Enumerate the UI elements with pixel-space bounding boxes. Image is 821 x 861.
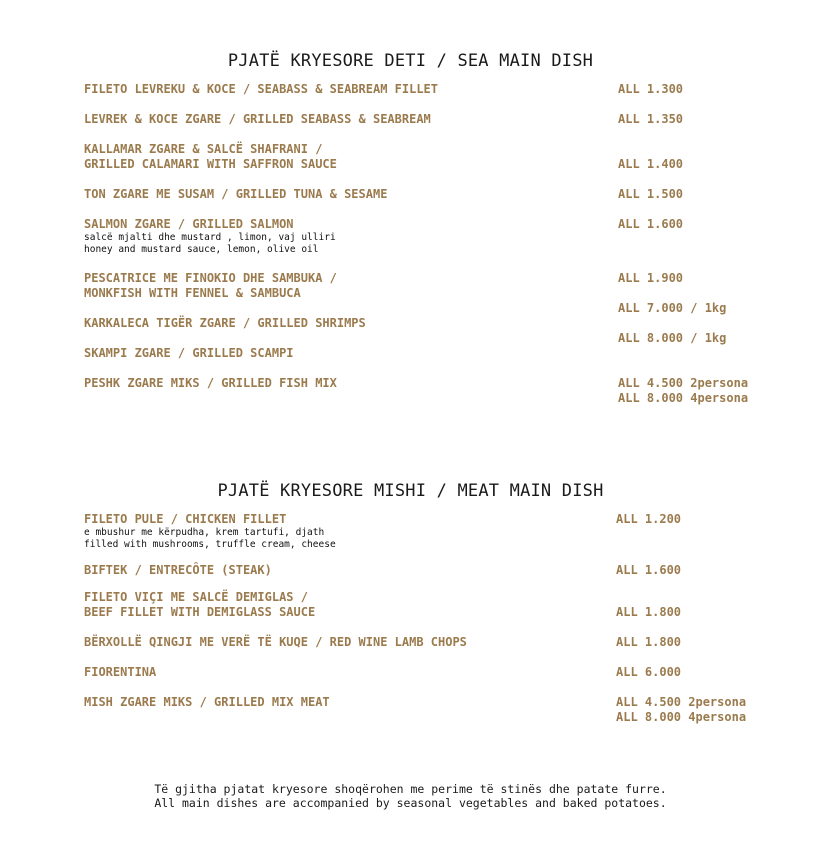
item-name: FILETO VIÇI ME SALCË DEMIGLAS / [84,590,308,604]
item-name: BIFTEK / ENTRECÔTE (STEAK) [84,563,272,577]
footer-note [0,782,821,810]
menu-item [84,82,604,97]
item-price: ALL 1.500 [618,187,684,201]
item-price: ALL 1.800 [616,605,682,619]
footer-line-en: All main dishes are accompanied by seasonal vegetables and baked potatoes. [154,796,667,810]
item-price: ALL 1.600 [618,217,684,231]
menu-item [84,142,604,172]
item-price: ALL 1.200 [616,512,682,526]
item-name-line2: GRILLED CALAMARI WITH SAFFRON SAUCE [84,157,337,171]
item-price: ALL 6.000 [616,665,682,679]
item-name: FIORENTINA [84,665,157,679]
item-name: SKAMPI ZGARE / GRILLED SCAMPI [84,346,294,360]
item-description-en: filled with mushrooms, truffle cream, cheese [84,539,336,550]
item-name: LEVREK & KOCE ZGARE / GRILLED SEABASS & SEABREAM [84,112,431,126]
menu-item [84,665,604,680]
menu-item [84,112,604,127]
item-price: ALL 1.600 [616,563,682,577]
menu-item [84,376,604,391]
item-name: FILETO PULE / CHICKEN FILLET [84,512,287,526]
item-price: ALL 1.400 [618,157,684,171]
item-name: KALLAMAR ZGARE & SALCË SHAFRANI / [84,142,323,156]
item-name-line2: MONKFISH WITH FENNEL & SAMBUCA [84,286,301,300]
menu-item [84,346,604,361]
item-description: e mbushur me kërpudha, krem tartufi, djath [84,527,325,538]
item-name: PESHK ZGARE MIKS / GRILLED FISH MIX [84,376,337,390]
item-name: SALMON ZGARE / GRILLED SALMON [84,217,294,231]
menu-item [84,187,604,202]
item-price: ALL 1.900 [618,271,684,285]
menu-item [84,563,604,578]
item-price-alt: ALL 8.000 4persona [616,710,747,724]
item-price: ALL 1.800 [616,635,682,649]
sea-section-title: PJATË KRYESORE DETI / SEA MAIN DISH [227,51,594,71]
menu-item [84,695,604,710]
item-name: FILETO LEVREKU & KOCE / SEABASS & SEABREAM FILLET [84,82,439,96]
item-name: KARKALECA TIGËR ZGARE / GRILLED SHRIMPS [84,316,366,330]
menu-item [84,590,604,620]
item-price: ALL 1.350 [618,112,684,126]
menu-item [84,316,604,331]
item-price: ALL 1.300 [618,82,684,96]
item-price: ALL 7.000 / 1kg [618,301,727,315]
item-description-en: honey and mustard sauce, lemon, olive oil [84,244,319,255]
item-price: ALL 4.500 2persona [618,376,749,390]
item-name: BËRXOLLË QINGJI ME VERË TË KUQE / RED WINE LAMB CHOPS [84,635,467,649]
menu-item [84,271,604,301]
menu-item [84,512,604,551]
item-description: salcë mjalti dhe mustard , limon, vaj ulliri [84,232,336,243]
menu-item [84,217,604,256]
item-price: ALL 4.500 2persona [616,695,747,709]
footer-line-sq: Të gjitha pjatat kryesore shoqërohen me perime të stinës dhe patate furre. [154,782,667,796]
meat-section-title: PJATË KRYESORE MISHI / MEAT MAIN DISH [217,481,604,501]
item-name: TON ZGARE ME SUSAM / GRILLED TUNA & SESAME [84,187,388,201]
menu-item [84,635,604,650]
item-name-line2: BEEF FILLET WITH DEMIGLASS SAUCE [84,605,316,619]
item-name: MISH ZGARE MIKS / GRILLED MIX MEAT [84,695,330,709]
item-price: ALL 8.000 / 1kg [618,331,727,345]
item-price-alt: ALL 8.000 4persona [618,391,749,405]
item-name: PESCATRICE ME FINOKIO DHE SAMBUKA / [84,271,337,285]
